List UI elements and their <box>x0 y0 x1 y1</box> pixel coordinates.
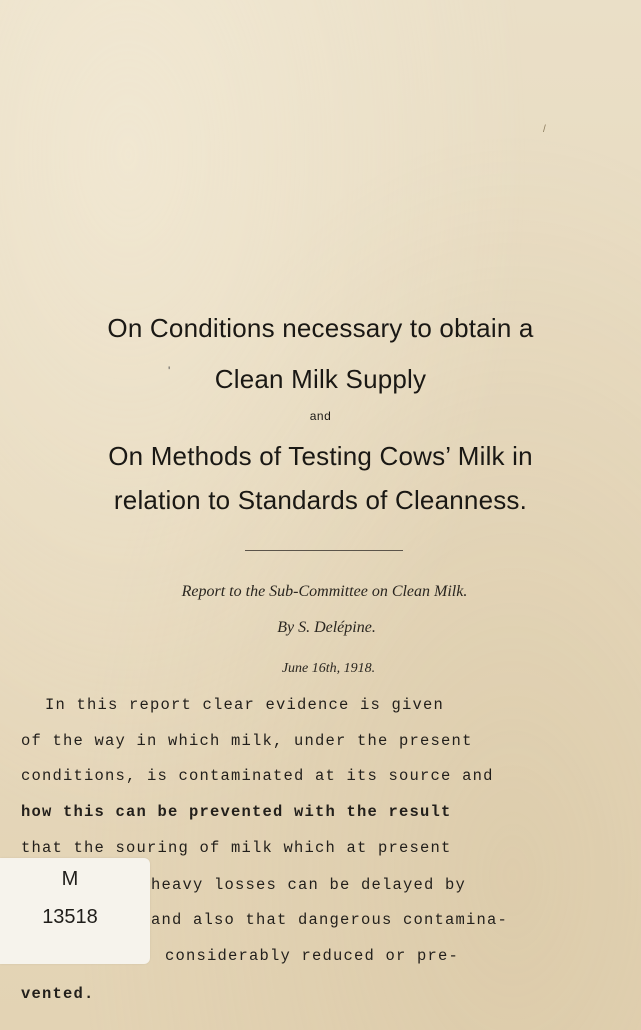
body-line-5: that the souring of milk which at present <box>21 839 452 857</box>
divider-rule <box>245 550 403 551</box>
body-line-9: vented. <box>21 985 95 1003</box>
title-line-3: On Methods of Testing Cows’ Milk in <box>108 441 533 471</box>
body-line-6: heavy losses can be delayed by <box>151 876 467 894</box>
title-connector: and <box>309 409 332 423</box>
body-line-3: conditions, is contaminated at its source and <box>21 767 494 785</box>
catalog-label-letter: M <box>61 868 79 890</box>
report-author: By S. Delépine. <box>277 619 376 636</box>
title-line-2: Clean Milk Supply <box>214 364 427 394</box>
stray-corner-mark: / <box>543 124 546 135</box>
body-line-7: and also that dangerous contamina- <box>151 911 509 929</box>
title-line-1: On Conditions necessary to obtain a <box>107 313 534 343</box>
body-line-8: considerably reduced or pre- <box>165 947 460 965</box>
catalog-label-number: 13518 <box>42 906 98 928</box>
report-date: June 16th, 1918. <box>281 661 376 676</box>
body-line-2: of the way in which milk, under the present <box>21 732 473 750</box>
title-line-4: relation to Standards of Cleanness. <box>113 485 528 515</box>
body-line-1: In this report clear evidence is given <box>45 696 445 714</box>
stray-tick-mark: ' <box>168 364 171 378</box>
report-recipient: Report to the Sub-Committee on Clean Milk. <box>181 583 468 600</box>
body-line-4: how this can be prevented with the result <box>21 803 452 821</box>
